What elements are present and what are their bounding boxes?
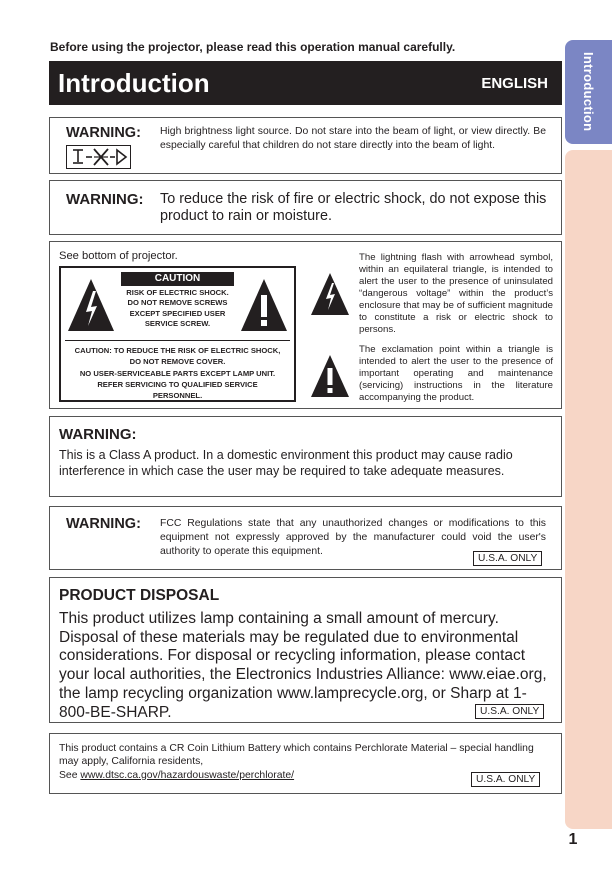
product-disposal-title: PRODUCT DISPOSAL: [59, 587, 220, 604]
product-disposal-box: [49, 577, 562, 723]
warning-label: WARNING:: [59, 426, 137, 443]
language-label: ENGLISH: [481, 74, 548, 92]
title-banner: [49, 61, 562, 105]
warning-class-a-text: This is a Class A product. In a domestic environment this product may cause radio interference in which case the user may be required to take adequate measures.: [59, 448, 513, 478]
warning-fcc-text: FCC Regulations state that any unauthorized changes or modifications to this equipment not expressly approved by the manufacturer could void the user's authority to operate this equipment.: [160, 518, 546, 557]
exclamation-explanation: The exclamation point within a triangle is intended to alert the user to the presence of important operating and maintenance (servicing) instructions in the literature accompanying the product.: [359, 344, 553, 403]
exclamation-warning-icon: [309, 353, 351, 399]
warning-label: WARNING:: [66, 191, 144, 208]
page-title: Introduction: [58, 67, 210, 98]
product-disposal-text: This product utilizes lamp containing a small amount of mercury. Disposal of these materials may be regulated due to environmental considerations. For disposal or recycling information, please contact your local authorities, the Electronics Industries Alliance: www.eiae.org, the lamp recycling organization www.lamprecycle.org, or Sharp at 1-800-BE-SHARP.: [59, 610, 547, 721]
section-tab-label: Introduction: [581, 52, 596, 132]
caution-section: [49, 241, 562, 409]
warning-fire-text: To reduce the risk of fire or electric shock, do not expose this product to rain or moisture.: [160, 191, 547, 224]
section-tab-introduction[interactable]: [565, 40, 612, 144]
battery-notice-text: This product contains a CR Coin Lithium Battery which contains Perchlorate Material – special handling may apply, California residents, See www.dtsc.ca.gov/hazardouswaste/perchlorate/: [59, 743, 534, 781]
battery-notice-box: [49, 733, 562, 794]
warning-light-box: [49, 117, 562, 174]
lightning-warning-icon: [309, 271, 351, 317]
region-tag: U.S.A. ONLY: [475, 704, 544, 719]
warning-fcc-box: [49, 506, 562, 570]
region-tag: U.S.A. ONLY: [471, 772, 540, 787]
laser-hazard-symbol-icon: [66, 145, 131, 169]
caution-divider: [65, 340, 290, 341]
warning-label: WARNING:: [66, 125, 141, 141]
warning-class-a-box: [49, 416, 562, 497]
perchlorate-link[interactable]: www.dtsc.ca.gov/hazardouswaste/perchlorate/: [80, 769, 295, 781]
page-number: 1: [568, 831, 578, 848]
lightning-warning-icon: [66, 276, 116, 334]
warning-fire-box: [49, 180, 562, 235]
warning-light-text: High brightness light source. Do not stare into the beam of light, or view directly. Be especially careful that children do not stare directly into the beam of light.: [160, 126, 546, 151]
caution-body-text: CAUTION: TO REDUCE THE RISK OF ELECTRIC SHOCK, DO NOT REMOVE COVER. NO USER-SERVICEABLE PARTS EXCEPT LAMP UNIT. REFER SERVICING TO QUALIFIED SERVICE PERSONNEL.: [74, 346, 281, 401]
caution-label-panel: [59, 266, 296, 402]
lightning-explanation: The lightning flash with arrowhead symbol, within an equilateral triangle, is intended to alert the user to the presence of uninsulated “dangerous voltage” within the product’s enclosure that may be of sufficient magnitude to constitute a risk or electric shock to persons.: [359, 252, 553, 335]
side-strip: [565, 150, 612, 829]
exclamation-warning-icon: [239, 276, 289, 334]
lead-instruction: Before using the projector, please read this operation manual carefully.: [50, 40, 456, 54]
see-bottom-note: See bottom of projector.: [59, 250, 178, 262]
warning-label: WARNING:: [66, 516, 141, 532]
caution-title: CAUTION: [121, 272, 234, 286]
region-tag: U.S.A. ONLY: [473, 551, 542, 566]
caution-risk-text: RISK OF ELECTRIC SHOCK. DO NOT REMOVE SCREWS EXCEPT SPECIFIED USER SERVICE SCREW.: [126, 288, 229, 329]
